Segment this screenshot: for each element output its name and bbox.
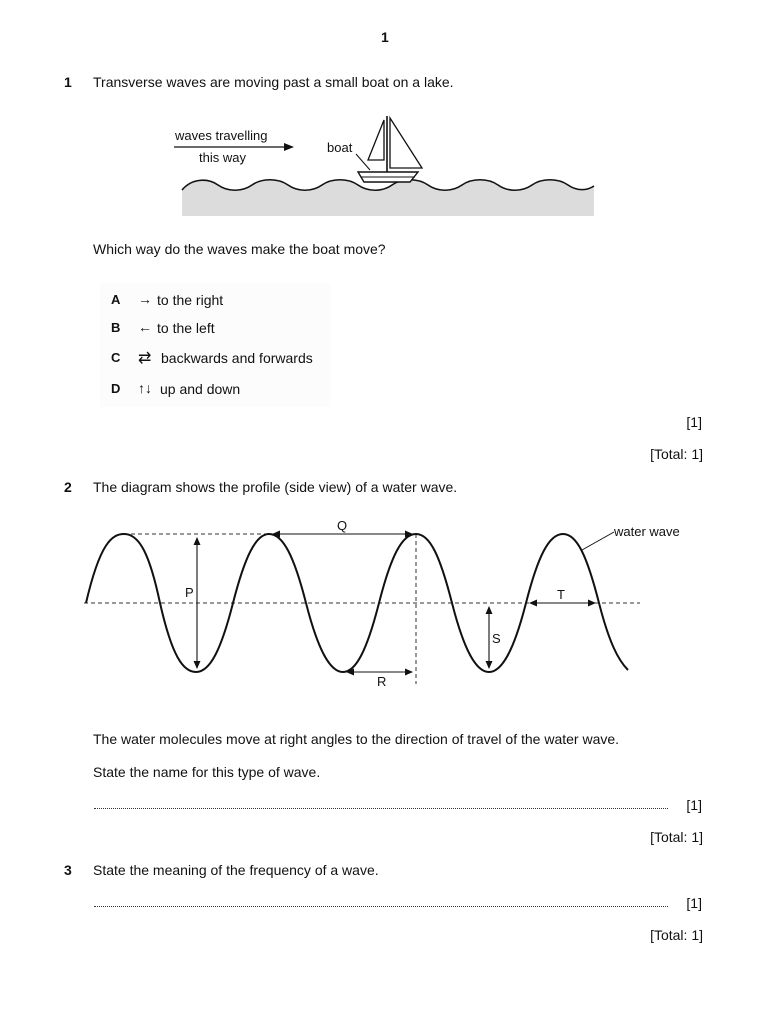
option-d-symbol: ↑↓ (138, 380, 152, 396)
question-2-text1: The water molecules move at right angles to the direction of travel of the water wave. (93, 731, 620, 747)
option-d-text: up and down (160, 381, 241, 397)
option-b-symbol: ← (138, 319, 152, 335)
direction-arrowhead (284, 143, 294, 151)
option-c-text: backwards and forwards (161, 350, 313, 366)
question-2-marks: [1] (686, 797, 702, 813)
option-b-text: to the left (157, 320, 215, 336)
question-2-text2: State the name for this type of wave. (93, 764, 321, 780)
question-number-1: 1 (64, 74, 72, 90)
question-1-total: [Total: 1] (650, 446, 703, 462)
boat-label-pointer (356, 154, 370, 170)
label-r: R (377, 674, 387, 689)
arrow-label-line2: this way (199, 150, 246, 165)
boat-wave-diagram (170, 110, 600, 220)
question-3-answer-line[interactable] (94, 906, 668, 907)
label-water-wave: water wave (614, 524, 680, 539)
question-number-2: 2 (64, 479, 72, 495)
boat-label: boat (327, 140, 353, 155)
question-2-stem: The diagram shows the profile (side view) of a water wave. (93, 479, 458, 495)
question-1-prompt: Which way do the waves make the boat move? (93, 241, 386, 257)
option-d-letter: D (111, 381, 121, 396)
question-number-3: 3 (64, 862, 72, 878)
label-t: T (557, 587, 565, 602)
option-a-symbol: → (138, 291, 152, 307)
label-q: Q (337, 518, 348, 533)
question-1-marks: [1] (686, 414, 702, 430)
option-b-letter: B (111, 320, 121, 335)
question-3-total: [Total: 1] (650, 927, 703, 943)
question-3-stem: State the meaning of the frequency of a wave. (93, 862, 379, 878)
option-a-text: to the right (157, 292, 224, 308)
question-3-marks: [1] (686, 895, 702, 911)
water-wave-diagram (0, 510, 768, 695)
water-wave-pointer (582, 532, 614, 550)
option-c-letter: C (111, 350, 121, 365)
option-a-letter: A (111, 292, 121, 307)
label-s: S (492, 631, 501, 646)
option-c-symbol: ⇄ (138, 350, 152, 367)
question-1-stem: Transverse waves are moving past a small boat on a lake. (93, 74, 454, 90)
arrow-label-line1: waves travelling (175, 128, 268, 143)
label-p: P (185, 585, 194, 600)
page-number: 1 (381, 29, 389, 45)
boat-icon (358, 116, 422, 182)
question-2-total: [Total: 1] (650, 829, 703, 845)
question-2-answer-line[interactable] (94, 808, 668, 809)
